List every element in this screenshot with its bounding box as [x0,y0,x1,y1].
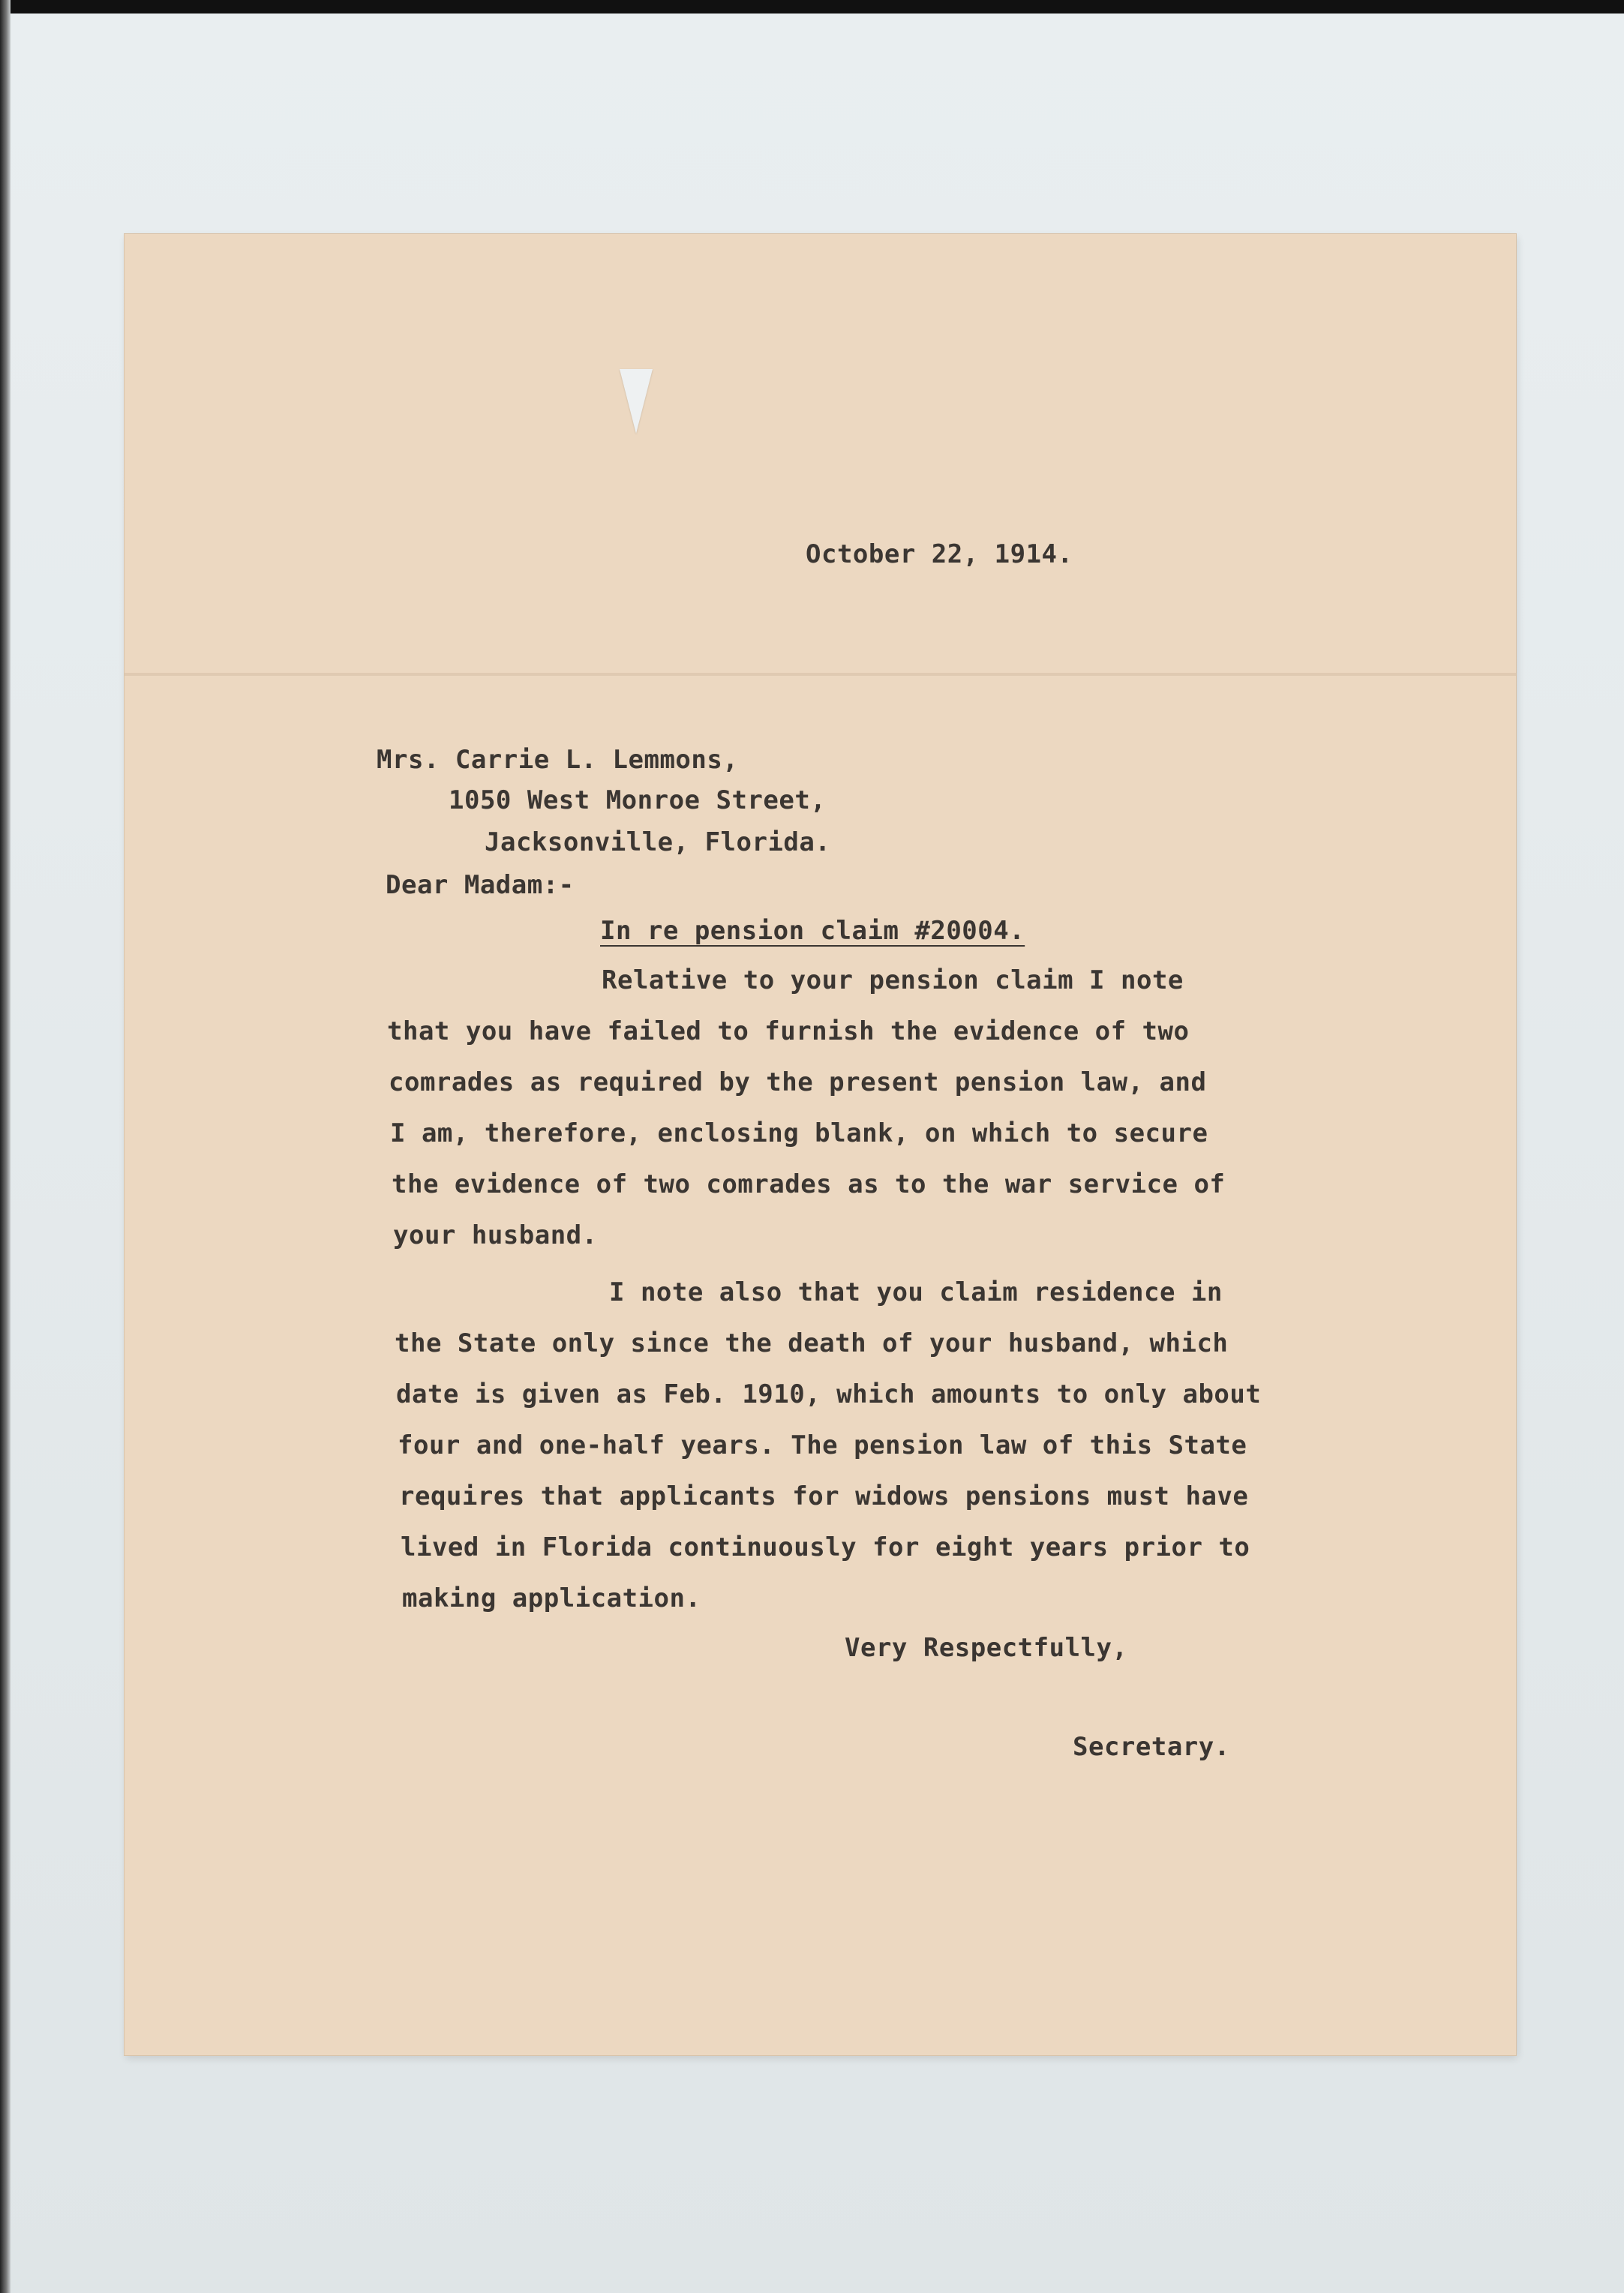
scan-border-top [0,0,1624,14]
signature-title: Secretary. [1073,1732,1230,1762]
paragraph2-line: lived in Florida continuously for eight years prior to [401,1532,1250,1562]
paragraph1-line: Relative to your pension claim I note [602,965,1184,995]
paper-fold [125,673,1516,676]
scan-border-left [0,0,11,2293]
letter-date: October 22, 1914. [806,539,1073,569]
paragraph1-line: the evidence of two comrades as to the war service of [392,1169,1226,1199]
subject-line: In re pension claim #20004. [600,916,1025,946]
recipient-city: Jacksonville, Florida. [485,827,831,857]
paragraph2-line: four and one-half years. The pension law of this State [398,1430,1247,1460]
punch-hole [620,369,653,434]
paragraph1-line: that you have failed to furnish the evidence of two [387,1016,1190,1046]
paragraph2-line: I note also that you claim residence in [609,1277,1223,1307]
paragraph2-line: the State only since the death of your husband, which [395,1328,1229,1358]
closing: Very Respectfully, [845,1633,1128,1663]
paragraph2-line: requires that applicants for widows pensions must have [399,1481,1249,1511]
salutation: Dear Madam:- [386,870,575,900]
paragraph1-line: I am, therefore, enclosing blank, on which to secure [390,1118,1208,1148]
recipient-name: Mrs. Carrie L. Lemmons, [377,745,739,775]
paragraph2-line: date is given as Feb. 1910, which amounts to only about [396,1379,1262,1409]
paragraph1-line: comrades as required by the present pension law, and [389,1067,1207,1097]
letter-paper [125,234,1516,2055]
paragraph2-line: making application. [402,1583,701,1613]
recipient-street: 1050 West Monroe Street, [449,785,827,815]
paragraph1-line: your husband. [393,1220,598,1250]
